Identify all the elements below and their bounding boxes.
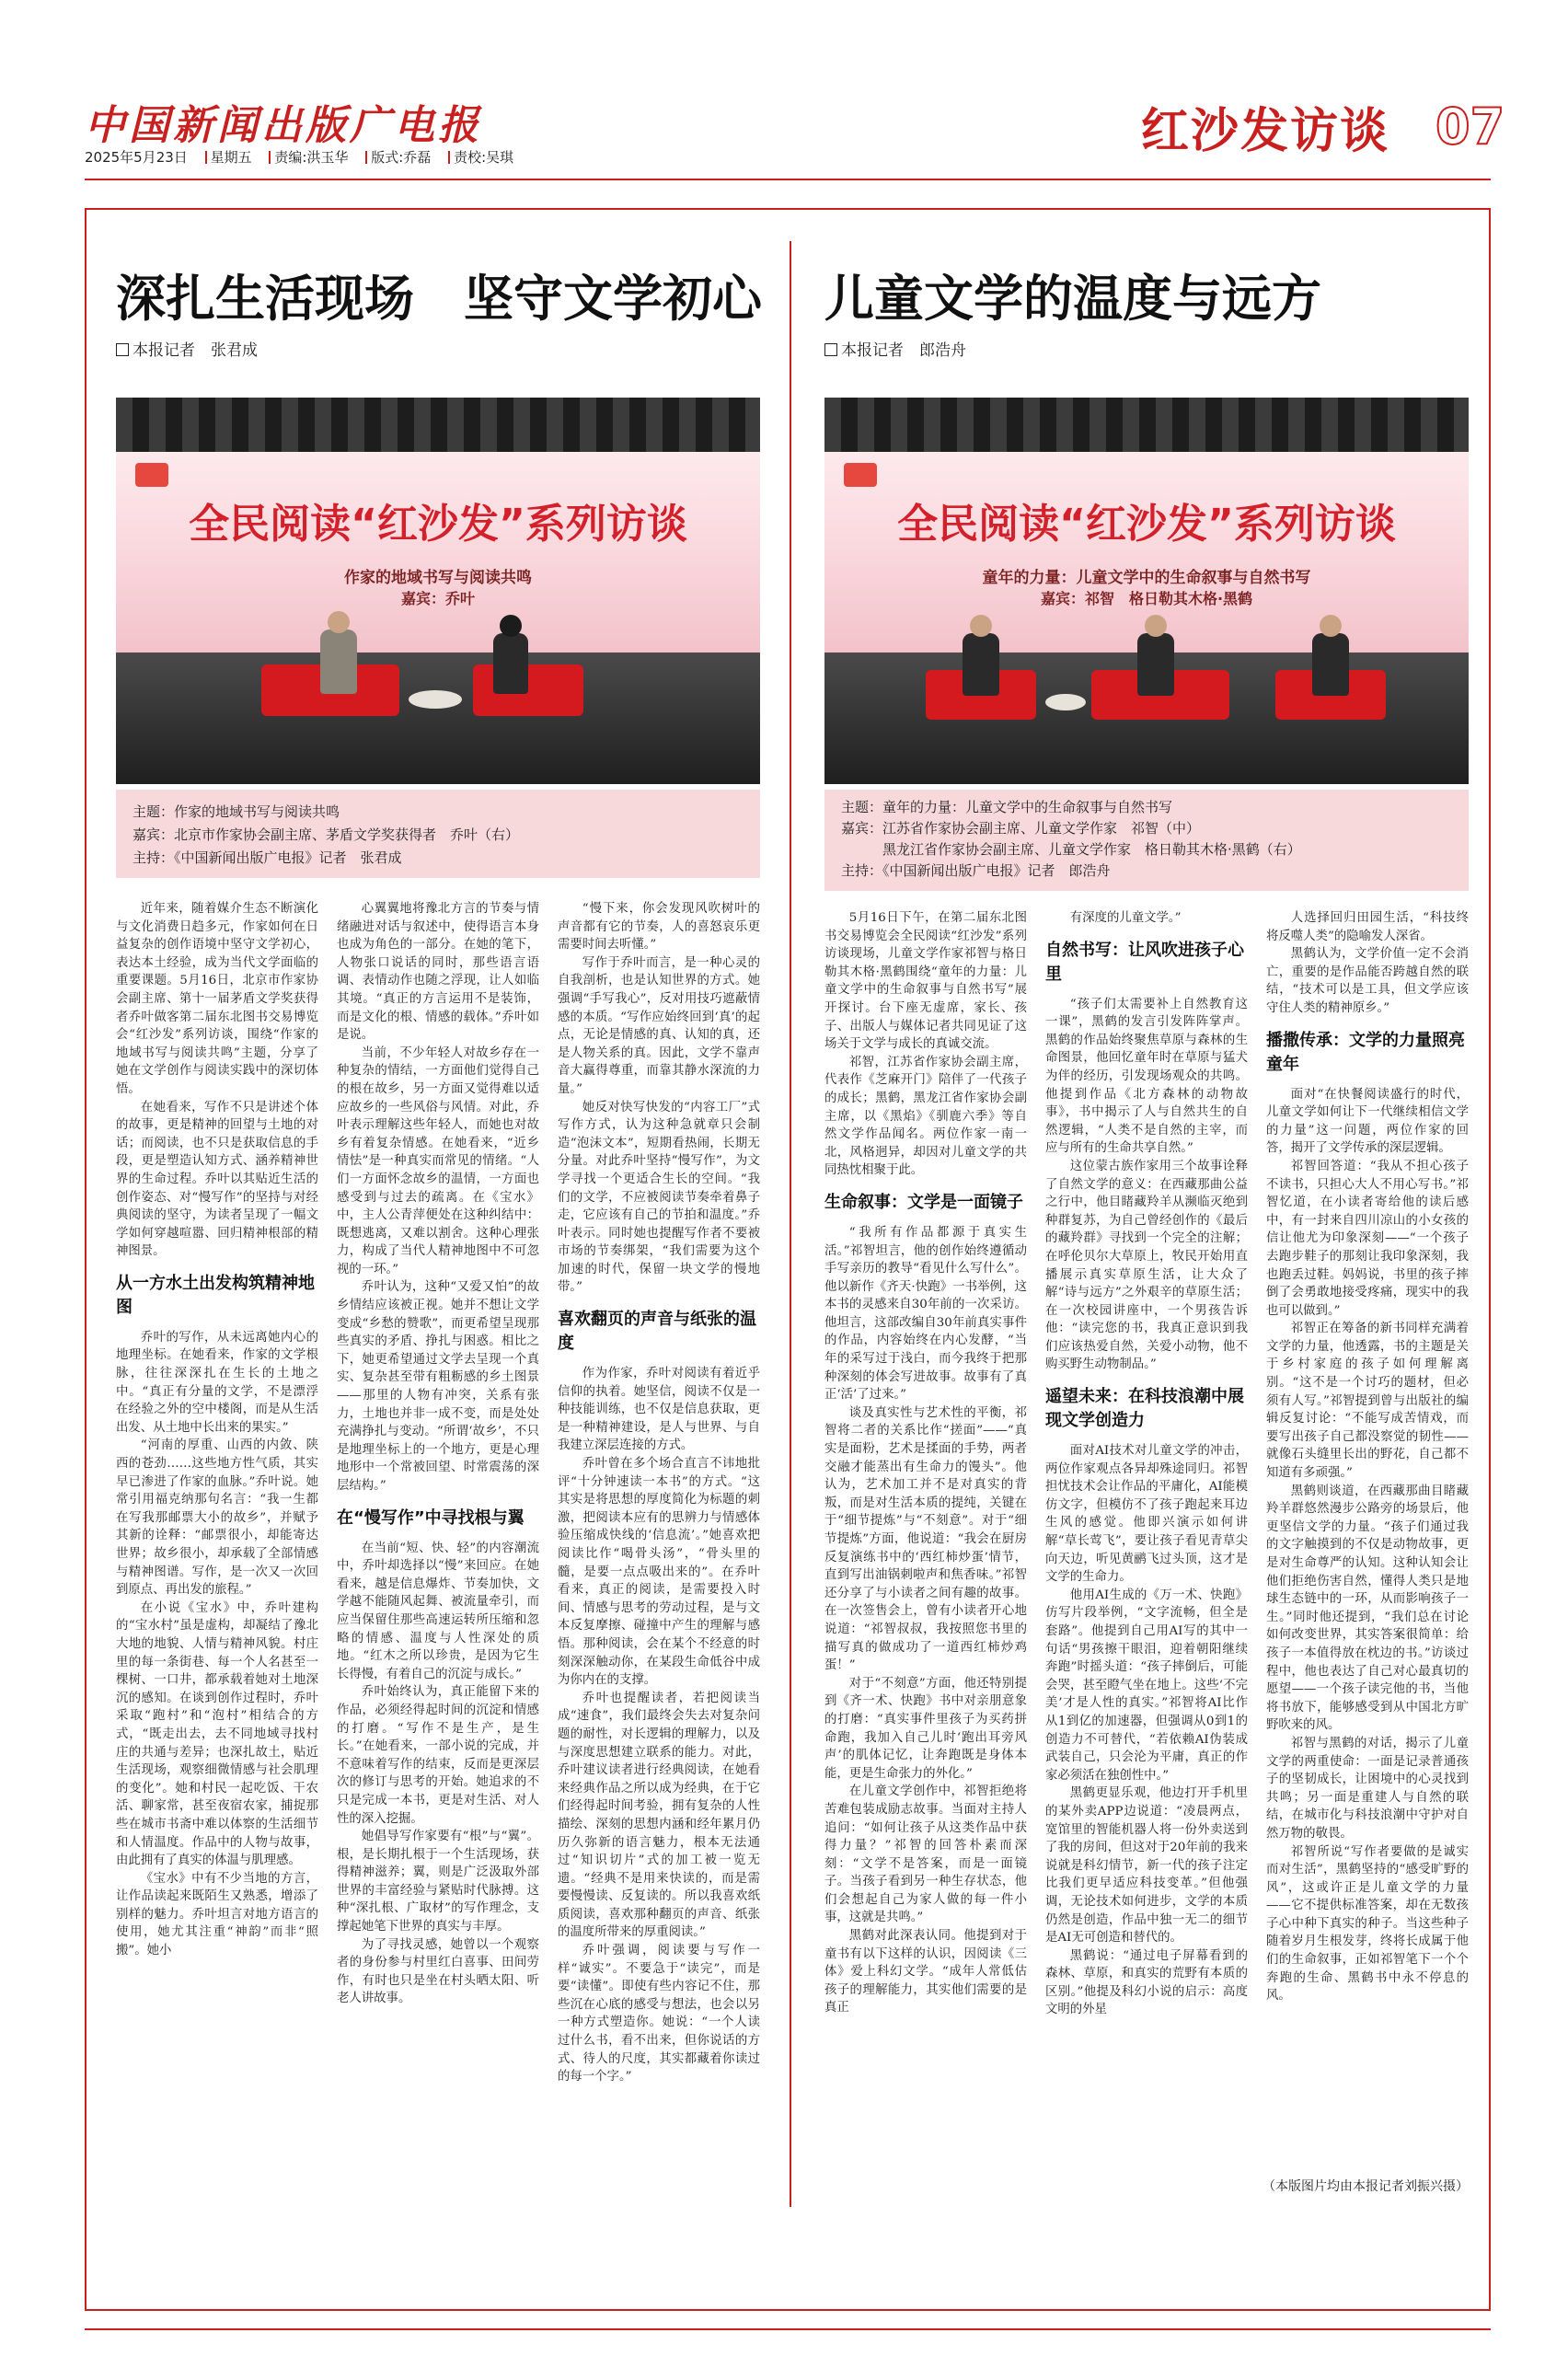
- paragraph: 乔叶认为，这种“又爱又怕”的故乡情结应该被正视。她并不想让文学变成“乡愁的赞歌”，而更希望呈现那些真实的矛盾、挣扎与困惑。相比之下，她更希望通过文学去呈现一个真实、复杂甚至带有粗粝感的乡土图景——那里的人物有冲突，关系有张力，土地也并非一成不变，而是处处充满挣扎与变动。“所谓‘故乡’，不只是地理坐标上的一个地方，更是心理地形中一个常被回望、时常震荡的深层结构。”: [337, 1280, 539, 1493]
- paragraph: 祁智回答道：“我从不担心孩子不读书，只担心大人不用心写书。”祁智忆道，在小读者寄给他的读后感中，有一封来自四川凉山的小女孩的信让他尤为印象深刻——“一个孩子去跑步鞋子的那刻让我印象深刻，我也跑丢过鞋。妈妈说，书里的孩子摔倒了会勇敢地接受疼痛，现实中的我也可以做到。”: [1266, 1159, 1469, 1318]
- paragraph: 对于“不刻意”方面，他还特别提到《齐一术、快跑》书中对亲朋意象的打磨：“真实事件里孩子为买药拼命跑，我加入自己儿时‘跑出耳旁风声’的肌体记忆，让奔跑既是身体本能，更是生命张力的外化。”: [824, 1676, 1027, 1781]
- paragraph: 当前，不少年轻人对故乡存在一种复杂的情结，一方面他们觉得自己的根在故乡，另一方面又觉得难以适应故乡的一些风俗与风情。对此，乔叶表示理解这些年轻人，而她也对故乡有着复杂情感。在她看来，“近乡情怯”是一种真实而常见的情绪。“人们一方面怀念故乡的温情，一方面也感受到与过去的疏离。在《宝水》中，主人公青萍便处在这种纠结中：既想逃离，又难以割舍。这种心理张力，构成了当代人精神地图中不可忽视的一环。”: [337, 1045, 539, 1276]
- info-host: 主持：《中国新闻出版广电报》记者 张君成: [133, 849, 402, 866]
- paragraph: 乔叶的写作，从未远离她内心的地理坐标。在她看来，作家的文学根脉，往往深深扎在生长的土地之中。“真正有分量的文学，不是漂浮在经验之外的空中楼阁，而是从生活出发、从土地中长出来的果实。”: [116, 1330, 318, 1435]
- paragraph: 黑鹤则谈道，在西藏那曲目睹藏羚羊群悠然漫步公路旁的场景后，他更坚信文学的力量。“孩子们通过我的文字触摸到的不仅是动物故事，更是对生命尊严的认知。这种认知会让他们拒绝伤害自然，懂得人类只是地球生态链中的一环，从而影响孩子一生。”同时他还提到，“我们总在讨论如何改变世界，其实答案很简单：给孩子一本值得放在枕边的书。”访谈过程中，他也表达了自己对心最真切的愿望——一个孩子读完他的书，当他将书放下，能够感受到从中国北方旷野吹来的风。: [1266, 1484, 1469, 1733]
- info-guest-1: 嘉宾：江苏省作家协会副主席、儿童文学作家 祁智（中）: [841, 820, 1201, 837]
- issue-weekday: 星期五: [210, 149, 252, 166]
- paper-masthead: 中国新闻出版广电报: [85, 102, 482, 147]
- paragraph: 祁智，江苏省作家协会副主席，代表作《芝麻开门》陪伴了一代孩子的成长；黑鹤，黑龙江省作家协会副主席，以《黑焰》《驯鹿六季》等自然文学作品闻名。两位作家一南一北，风格迥异，却因对儿童文学的共同热忱相聚于此。: [824, 1055, 1027, 1178]
- paragraph: 祁智正在筹备的新书同样充满着文学的力量，他透露，书的主题是关于乡村家庭的孩子如何理解离别。“这不是一个讨巧的题材，但必须有人写。”祁智提到曾与出版社的编辑反复讨论：“不能写成苦情戏，而要写出孩子自己都没察觉的韧性——就像石头缝里长出的野花，自己都不知道有多顽强。”: [1266, 1322, 1469, 1481]
- photo-banner-topic: 作家的地域书写与阅读共鸣: [344, 568, 532, 587]
- photo-banner-guest: 嘉宾：祁智 格日勒其木格·黑鹤: [1040, 589, 1253, 607]
- paragraph: 她反对快写快发的“内容工厂”式写作方式，认为这种急就章只会制造“泡沫文本”，短期看热闹，长期无分量。对此乔叶坚持“慢写作”，为文学寻找一个更适合生长的空间。“我们的文学，不应被阅读节奏牵着鼻子走，它应该有自己的节拍和温度。”乔叶表示。同时她也提醒写作者不要被市场的节奏绑架，“我们需要为这个加速的时代，保留一块文学的慢地带。”: [558, 1100, 760, 1295]
- issue-editor: 责编:洪玉华: [274, 149, 349, 166]
- info-guest: 嘉宾：北京市作家协会副主席、茅盾文学奖获得者 乔叶（右）: [133, 826, 520, 843]
- right-article-byline: 本报记者 郎浩舟: [824, 337, 966, 360]
- section-name: 红沙发访谈: [1141, 104, 1390, 159]
- paragraph: 乔叶曾在多个场合直言不讳地批评“十分钟速读一本书”的方式。“这其实是将思想的厚度简化为标题的刺激，把阅读本应有的思辨力与情感体验压缩成快线的‘信息流’。”她喜欢把阅读比作“喝骨头汤”，“骨头里的髓，是要一点点吸出来的”。在乔叶看来，真正的阅读，是需要投入时间、情感与思考的劳动过程，是与文本反复摩擦、碰撞中产生的理解与感悟。那种阅读，会在某个不经意的时刻深深触动你，在某段生命低谷中成为你内在的支撑。: [558, 1457, 760, 1688]
- paragraph: 人选择回归田园生活，“科技终将反噬人类”的隐喻发人深省。: [1266, 911, 1469, 943]
- paragraph: 面对AI技术对儿童文学的冲击，两位作家观点各异却殊途同归。祁智担忧技术会让作品的平庸化，AI能模仿文字，但模仿不了孩子跑起来耳边生风的感觉。他即兴演示如何讲解“草长莺飞”，要让孩子看见青草尖向天边，听见黄鹂飞过头顶，这才是文学的生命力。: [1045, 1444, 1248, 1585]
- photo-banner-title: 全民阅读“红沙发”系列访谈: [897, 500, 1396, 548]
- paragraph: “河南的厚重、山西的内敛、陕西的苍劲……这些地方性气质，其实早已渗进了作家的血脉。”乔叶说。她常引用福克纳那句名言：“我一生都在写我那邮票大小的故乡”，并赋予其新的诠释：“邮票很小，却能寄达世界；故乡很小，却承载了全部情感与精神图谱。写作，是一次又一次回到原点、再出发的旅程。”: [116, 1438, 318, 1598]
- left-article-byline: 本报记者 张君成: [116, 337, 258, 360]
- paragraph: 她倡导写作家要有“根”与“翼”。根，是长期扎根于一个生活现场，获得精神滋养；翼，则是广泛汲取外部世界的丰富经验与紧贴时代脉搏。这种“深扎根、广取材”的写作理念，支撑起她笔下世界的真实与丰厚。: [337, 1830, 539, 1934]
- left-article-column-3: [558, 900, 760, 2193]
- column-divider: [790, 241, 791, 2207]
- photo-banner-title: 全民阅读“红沙发”系列访谈: [189, 500, 687, 548]
- paragraph: 他用AI生成的《万一术、快跑》仿写片段举例，“文字流畅，但全是套路”。他提到自己用AI写的其中一句话“男孩擦干眼泪，迎着朝阳继续奔跑”时摇头道：“孩子摔倒后，可能会哭，甚至瞪气坐在地上。这些‘不完美’才是人性的真实。”祁智将AI比作从1到亿的加速器，但强调从0到1的创造力不可替代，“若依赖AI伪装成武装自己，只会沦为平庸，真正的作家必须活在独创性中。”: [1045, 1588, 1248, 1783]
- paragraph: “慢下来，你会发现风吹树叶的声音都有它的节奏，人的喜怒哀乐更需要时间去听懂。”: [558, 902, 760, 953]
- paragraph: 5月16日下午，在第二届东北图书交易博览会全民阅读“红沙发”系列访谈现场，儿童文学作家祁智与格日勒其木格·黑鹤围绕“童年的力量：儿童文学中的生命叙事与自然书写”展开探讨。台下座无虚席，家长、孩子、出版人与媒体记者共同见证了这场关于文学与成长的真诚交流。: [824, 911, 1027, 1052]
- paragraph: 祁智所说“写作者要做的是诚实而对生活”，黑鹤坚持的“感受旷野的风”，这或许正是儿童文学的力量——它不提供标准答案，却在无数孩子心中种下真实的种子。当这些种子随着岁月生根发芽，终将长成属于他们的生命叙事，正如祁智笔下一个个奔跑的生命、黑鹤书中永不停息的风。: [1266, 1844, 1469, 2004]
- info-topic: 主题：童年的力量：儿童文学中的生命叙事与自然书写: [841, 799, 1173, 815]
- paragraph: 黑鹤更显乐观，他边打开手机里的某外卖APP边说道：“凌晨两点，宽馆里的智能机器人将一份外卖送到了我的房间，但这对于20年前的我来说就是科幻情节，新一代的孩子注定比我们更早适应科技变革。”但他强调，无论技术如何进步，文学的本质仍然是创造，作品中独一无二的细节是AI无可创造和替代的。: [1045, 1786, 1248, 1946]
- page-number: 07: [1435, 98, 1505, 156]
- issue-date: 2025年5月23日: [85, 149, 188, 166]
- paragraph: 黑鹤对此深表认同。他提到对于童书有以下这样的认识，因阅读《三体》爱上科幻文学。“成年人常低估孩子的理解能力，其实他们需要的是真正: [824, 1929, 1027, 2015]
- bottom-rule: [85, 2328, 1491, 2330]
- section-heading: 遥望未来：在科技浪潮中展现文学创造力: [1045, 1387, 1244, 1431]
- paragraph: 为了寻找灵感，她曾以一个观察者的身份参与村里红白喜事、田间劳作，有时也只是坐在村头晒太阳、听老人讲故事。: [337, 1937, 539, 2006]
- issue-proofreader: 责校:吴琪: [454, 149, 514, 166]
- paragraph: 在她看来，写作不只是讲述个体的故事，更是精神的回望与土地的对话；而阅读，也不只是获取信息的手段，更是塑造认知方式、涵养精神世界的生命过程。乔叶以其贴近生活的创作姿态、对“慢写作”的坚持与对经典阅读的坚守，为读者呈现了一幅文学如何穿越喧嚣、回归精神根部的精神图景。: [116, 1100, 318, 1259]
- info-guest-2: 黑龙江省作家协会副主席、儿童文学作家 格日勒其木格·黑鹤（右）: [841, 841, 1301, 858]
- section-heading: 在“慢写作”中寻找根与翼: [337, 1507, 525, 1528]
- paragraph: 黑鹤说：“通过电子屏幕看到的森林、草原，和真实的荒野有本质的区别。”他提及科幻小说的启示：高度文明的外星: [1045, 1948, 1248, 2017]
- paragraph: 写作于乔叶而言，是一种心灵的自我剖析，也是认知世界的方式。她强调“手写我心”，反对用技巧遮蔽情感的本质。“写作应始终回到‘真’的起点，无论是情感的真、认知的真，还是人物关系的真。因此，文学不靠声音大赢得尊重，而靠其静水深流的力量。”: [558, 955, 760, 1096]
- paragraph: 有深度的儿童文学。”: [1069, 911, 1182, 925]
- issue-layout: 版式:乔磊: [371, 149, 432, 166]
- paragraph: 心翼翼地将豫北方言的节奏与情绪融进对话与叙述中，使得语言本身也成为角色的一部分。在她的笔下，人物张口说话的同时，那些语言语调、表情动作也随之浮现，让人如临其境。“真正的方言运用不是装饰，而是文化的根、情感的载体。”乔叶如是说。: [337, 902, 539, 1043]
- section-heading: 生命叙事：文学是一面镜子: [824, 1192, 1023, 1212]
- paragraph: 黑鹤认为，文学价值一定不会消亡，重要的是作品能否跨越自然的联结，“技术可以是工具，但文学应该守住人类的精神原乡。”: [1266, 947, 1469, 1015]
- right-article-column-1: [824, 909, 1027, 2165]
- right-article-title: 儿童文学的温度与远方: [824, 270, 1321, 328]
- left-article-infobox: [116, 790, 760, 878]
- photo-banner-topic: 童年的力量：儿童文学中的生命叙事与自然书写: [982, 568, 1311, 587]
- right-article-infobox: [824, 790, 1469, 891]
- paragraph: 谈及真实性与艺术性的平衡，祁智将二者的关系比作“搓面”——“真实是面粉，艺术是揉面的手势，两者交融才能蒸出有生命力的馒头”。他认为，艺术加工并不是对真实的背叛，而是对生活本质的提纯，关键在于“细节提炼”与“不刻意”。对于“细节提炼”方面，他说道：“我会在厨房反复演练书中的‘西红柿炒蛋’情节，直到写出油锅刺啦声和焦香味。”祁智还分享了与小读者之间有趣的故事。在一次签售会上，曾有小读者开心地说道：“祁智叔叔，我按照您书里的描写真的做成功了一道西红柿炒鸡蛋！”: [824, 1405, 1027, 1673]
- issue-meta: [85, 147, 526, 169]
- info-topic: 主题：作家的地域书写与阅读共鸣: [133, 803, 340, 820]
- section-heading: 播撒传承：文学的力量照亮童年: [1266, 1030, 1465, 1074]
- section-heading: 喜欢翻页的声音与纸张的温度: [558, 1310, 756, 1354]
- info-host: 主持：《中国新闻出版广电报》记者 郎浩舟: [841, 862, 1111, 879]
- left-article-photo: [116, 398, 760, 784]
- paragraph: 在小说《宝水》中，乔叶建构的“宝水村”虽是虚构，却凝结了豫北大地的地貌、人情与精神风貌。村庄里的每一条街巷、每一个人名甚至一棵树、一口井，都承载着她对土地深沉的感知。在谈到创作过程时，乔叶采取“跑村”和“泡村”相结合的方式，“既走出去，去不同地域寻找村庄的共通与差异；也深扎故土，贴近生活现场，观察细微情感与社会肌理的变化”。她和村民一起吃饭、干农活、聊家常，甚至夜宿农家，捕捉那些在城市书斋中难以体察的生活细节和人情温度。作品中的人物与故事，由此拥有了真实的体温与肌理感。: [116, 1600, 318, 1868]
- paragraph: 这位蒙古族作家用三个故事诠释了自然文学的意义：在西藏那曲公益之行中，他目睹藏羚羊从濒临灭绝到种群复苏，为自己曾经创作的《最后的藏羚群》寻找到一个完全的注解；在呼伦贝尔大草原上，牧民开始用直播展示真实草原生活，让大众了解“诗与远方”之外艰辛的草原生活；在一次校园讲座中，一个男孩告诉他：“读完您的书，我真正意识到我们应该热爱自然，关爱小动物，他不购买野生动物制品。”: [1045, 1159, 1248, 1372]
- paragraph: 作为作家，乔叶对阅读有着近乎信仰的执着。她坚信，阅读不仅是一种技能训练，也不仅是信息获取，更是一种精神建设，是人与世界、与自我建立深层连接的方式。: [558, 1367, 760, 1453]
- section-heading: 自然书写：让风吹进孩子心里: [1045, 940, 1244, 984]
- paragraph: 《宝水》中有不少当地的方言，让作品读起来既陌生又熟悉，增添了别样的魅力。乔叶坦言对地方语言的使用，她尤其注重“神韵”而非“照搬”。她小: [116, 1871, 318, 1958]
- paragraph: “我所有作品都源于真实生活。”祁智坦言，他的创作始终遵循动手写亲历的教导“看见什么写什么”。他以新作《齐天·快跑》一书举例，这本书的灵感来自30年前的一次采访。他坦言，这部改编自30年前真实事件的作品，内容始终在内心发酵，“当年的采写过于浅白，而今我终于把那种深刻的体会写进故事。故事有了真正‘活’了过来。”: [824, 1225, 1027, 1403]
- top-rule: [85, 179, 1491, 180]
- left-article-title: 深扎生活现场 坚守文学初心: [116, 270, 762, 328]
- right-article-photo: [824, 398, 1469, 784]
- section-heading: 从一方水土出发构筑精神地图: [116, 1273, 315, 1317]
- paragraph: “孩子们太需要补上自然教育这一课”，黑鹤的发言引发阵阵掌声。黑鹤的作品始终聚焦草原与森林的生命图景，他回忆童年时在草原与猛犬为伴的经历，引发现场观众的共鸣。他提到作品《北方森林的动物故事》，书中揭示了人与自然共生的自然逻辑，“人类不是自然的主宰，而应与所有的生命共享自然。”: [1045, 997, 1248, 1156]
- paragraph: 近年来，随着媒介生态不断演化与文化消费日趋多元，作家如何在日益复杂的创作语境中坚守文学初心，表达本土经验，成为当代文学面临的重要课题。5月16日，北京市作家协会副主席、第十一届茅盾文学奖获得者乔叶做客第二届东北图书交易博览会“红沙发”系列访谈，围绕“作家的地域书写与阅读共鸣”主题，分享了她在文学创作与阅读实践中的深切体悟。: [116, 902, 318, 1096]
- paragraph: 乔叶强调，阅读要与写作一样“诚实”。不要急于“读完”，而是要“读懂”。即使有些内容记不住，那些沉在心底的感受与想法，也会以另一种方式塑造你。她说：“一个人读过什么书，看不出来，但你说话的方式、待人的尺度，其实都藏着你读过的每一个字。”: [558, 1944, 760, 2085]
- right-article-column-2: [1045, 909, 1248, 2165]
- paragraph: 乔叶始终认为，真正能留下来的作品，必须经得起时间的沉淀和情感的打磨。“写作不是生产，是生长。”在她看来，一部小说的完成，并不意味着写作的结束，反而是更深层次的修订与思考的开始。她追求的不只是完成一本书，更是对生活、对人性的深入挖掘。: [337, 1685, 539, 1826]
- paragraph: 在当前“短、快、轻”的内容潮流中，乔叶却选择以“慢”来回应。在她看来，越是信息爆炸、节奏加快，文学越不能随风起舞、被流量牵引，而应当保留住那些高速运转所压缩和忽略的情感、温度与人性深处的质地。“红木之所以珍贵，是因为它生长得慢，有着自己的沉淀与成长。”: [337, 1541, 539, 1681]
- event-logo: [844, 463, 877, 487]
- right-article-column-3: [1266, 909, 1469, 2165]
- paragraph: 乔叶也提醒读者，若把阅读当成“速食”，我们最终会失去对复杂问题的耐性，对长逻辑的理解力，以及与深度思想建立联系的能力。对此，乔叶建议读者进行经典阅读，在她看来经典作品之所以成为经典，在于它们经得起时间考验，拥有复杂的人性描绘、深刻的思想内涵和经年累月仍历久弥新的语言魅力，根本无法通过“知识切片”式的加工被一览无遗。“经典不是用来快读的，而是需要慢慢读、反复读的。所以我喜欢纸质阅读，喜欢那种翻页的声音、纸张的温度所带来的厚重阅读。”: [558, 1691, 760, 1940]
- paragraph: 祁智与黑鹤的对话，揭示了儿童文学的两重使命：一面是记录普通孩子的坚韧成长，让困境中的心灵找到共鸣；另一面是重建人与自然的联结，在城市化与科技浪潮中守护对自然万物的敬畏。: [1266, 1736, 1469, 1841]
- paragraph: 在儿童文学创作中，祁智拒绝将苦难包装成励志故事。当面对主持人追问：“如何让孩子从这类作品中获得力量？”祁智的回答朴素而深刻：“文学不是答案，而是一面镜子。当孩子看到另一种生存状态，他们会想起自己为家人做的每一件小事，这就是共鸣。”: [824, 1784, 1027, 1925]
- left-article-column-1: [116, 900, 318, 2193]
- left-article-column-2: [337, 900, 539, 2193]
- photo-banner-guest: 嘉宾：乔叶: [400, 589, 475, 607]
- event-logo: [135, 463, 168, 487]
- photo-credit-caption: （本版图片均由本报记者刘振兴摄）: [1262, 2179, 1469, 2194]
- paragraph: 面对“在快餐阅读盛行的时代，儿童文学如何让下一代继续相信文学的力量”这一问题，两位作家的回答，揭开了文学传承的深层逻辑。: [1266, 1087, 1469, 1156]
